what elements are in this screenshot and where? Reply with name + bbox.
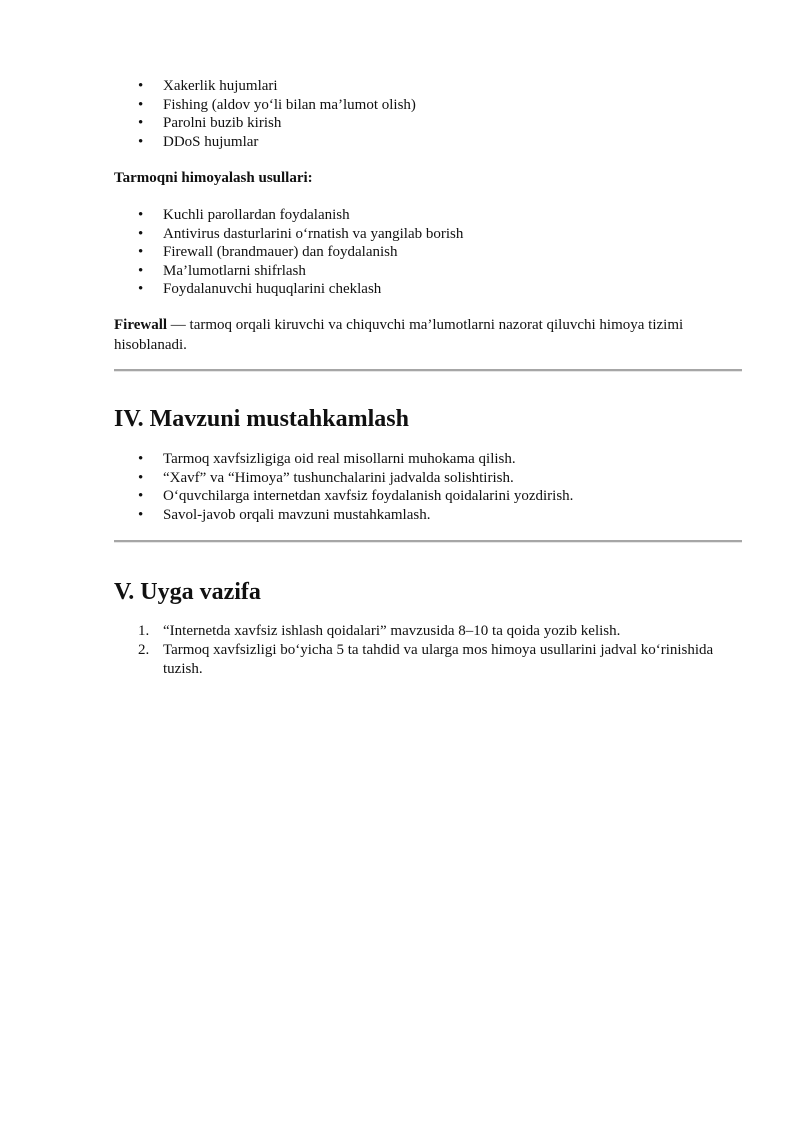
list-item: • O‘quvchilarga internetdan xavfsiz foydalanish qoidalarini yozdirish. bbox=[114, 487, 742, 506]
list-item: • Ma’lumotlarni shifrlash bbox=[114, 262, 742, 281]
firewall-definition bbox=[114, 315, 742, 355]
section-v-list bbox=[114, 622, 742, 678]
list-item: • Antivirus dasturlarini o‘rnatish va yangilab borish bbox=[114, 225, 742, 244]
section-v-title: V. Uyga vazifa bbox=[114, 579, 261, 606]
list-item: • “Xavf” va “Himoya” tushunchalarini jadvalda solishtirish. bbox=[114, 469, 742, 488]
protection-list bbox=[114, 206, 742, 299]
list-item: • Fishing (aldov yo‘li bilan ma’lumot olish) bbox=[114, 96, 742, 115]
horizontal-rule bbox=[114, 369, 742, 371]
numbered-item bbox=[114, 622, 742, 641]
item-number: 2. bbox=[138, 641, 150, 658]
section-iv-list bbox=[114, 450, 742, 524]
item-text: “Internetda xavfsiz ishlash qoidalari” mavzusida 8–10 ta qoida yozib kelish. bbox=[163, 623, 621, 640]
firewall-term: Firewall bbox=[114, 316, 168, 333]
horizontal-rule bbox=[114, 540, 742, 542]
list-item: • Savol-javob orqali mavzuni mustahkamlash. bbox=[114, 506, 742, 525]
item-text: Tarmoq xavfsizligi bo‘yicha 5 ta tahdid va ularga mos himoya usullarini jadval ko‘rinishida tuzish. bbox=[163, 641, 714, 677]
firewall-definition-text: — tarmoq orqali kiruvchi va chiquvchi ma’lumotlarni nazorat qiluvchi himoya tizimi hisoblanadi. bbox=[114, 316, 684, 353]
list-item: • Tarmoq xavfsizligiga oid real misollarni muhokama qilish. bbox=[114, 450, 742, 469]
list-item: • Firewall (brandmauer) dan foydalanish bbox=[114, 243, 742, 262]
document-page bbox=[114, 74, 742, 678]
protection-heading: Tarmoqni himoyalash usullari: bbox=[114, 170, 313, 187]
threats-list bbox=[114, 77, 742, 151]
list-item: • Xakerlik hujumlari bbox=[114, 77, 742, 96]
list-item: • Foydalanuvchi huquqlarini cheklash bbox=[114, 280, 742, 299]
item-number: 1. bbox=[138, 623, 150, 640]
numbered-item bbox=[114, 641, 742, 678]
list-item: • DDoS hujumlar bbox=[114, 133, 742, 152]
section-iv-title: IV. Mavzuni mustahkamlash bbox=[114, 405, 409, 432]
list-item: • Kuchli parollardan foydalanish bbox=[114, 206, 742, 225]
list-item: • Parolni buzib kirish bbox=[114, 114, 742, 133]
